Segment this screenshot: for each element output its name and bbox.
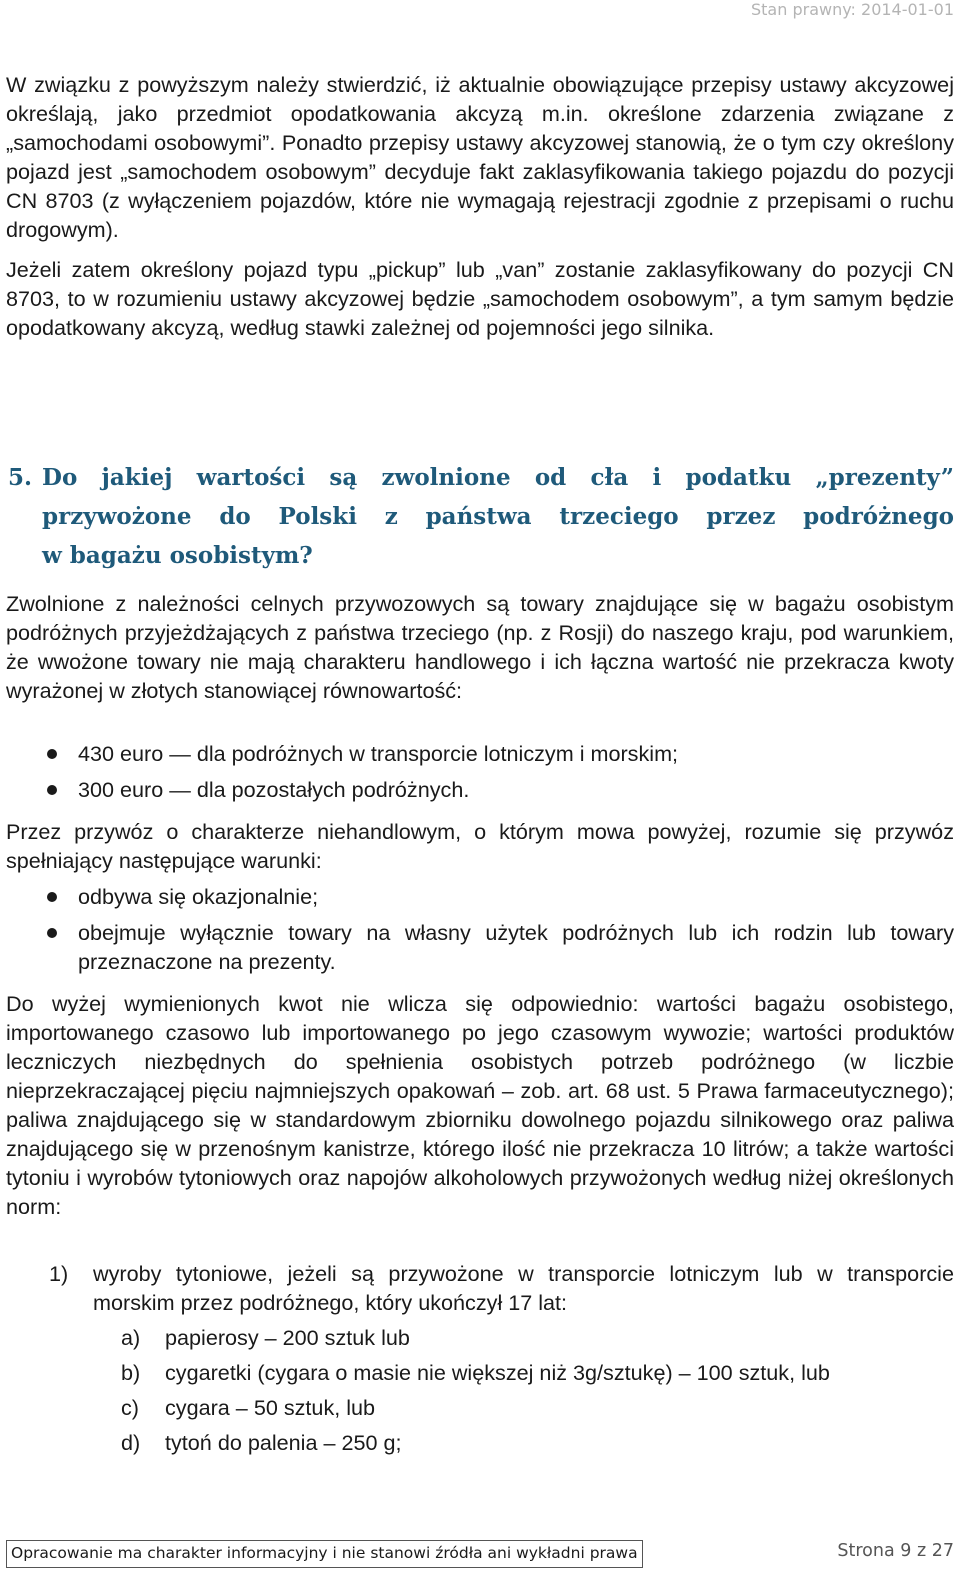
list-marker: b) <box>121 1360 141 1385</box>
heading-line-3: w bagażu osobistym? <box>42 542 313 569</box>
section-number: 5. <box>8 464 33 491</box>
legal-status-header: Stan prawny: 2014-01-01 <box>751 0 954 19</box>
list-item: 300 euro — dla pozostałych podróżnych. <box>0 775 954 804</box>
tobacco-sublist <box>0 1320 954 1460</box>
paragraph-5: Do wyżej wymienionych kwot nie wlicza się odpowiednio: wartości bagażu osobistego, importowanego czasowo lub importowanego po jego czasowym wywozie; wartości produktów leczniczych niezbędnych do spełnienia osobistych potrzeb podróżnego (w liczbie nieprzekraczającej pięciu najmniejszych opakowań – zob. art. 68 ust. 5 Prawa farmaceutycznego); paliwa znajdującego się w standardowym zbiorniku dowolnego pojazdu silnikowego oraz paliwa znajdującego się w przenośnym kanistrze, którego ilość nie przekracza 10 litrów; a także wartości tytoniu i wyrobów tytoniowych oraz napojów alkoholowych przywożonych według niżej określonych norm: <box>6 991 954 1219</box>
bullet-icon <box>47 785 57 795</box>
paragraph-1: W związku z powyższym należy stwierdzić, iż aktualnie obowiązujące przepisy ustawy akcyzowej określają, jako przedmiot opodatkowania akcyzą m.in. określone zdarzenia związane z „samochodami osobowymi”. Ponadto przepisy ustawy akcyzowej stanowią, że o tym czy określony pojazd jest „samochodem osobowym” decyduje fakt zaklasyfikowania takiego pojazdu do pozycji CN 8703 (z wyłączeniem pojazdów, które nie wymagają rejestracji zgodnie z przepisami o ruchu drogowym). <box>6 72 954 242</box>
paragraph-3: Zwolnione z należności celnych przywozowych są towary znajdujące się w bagażu osobistym podróżnych przyjeżdżających z państwa trzeciego (np. z Rosji) do naszego kraju, pod warunkiem, że wwożone towary nie mają charakteru handlowego i ich łączna wartość nie przekracza kwoty wyrażonej w złotych stanowiącej równowartość: <box>6 591 954 703</box>
bullet-icon <box>47 749 57 759</box>
list-item: c) cygara – 50 sztuk, lub <box>0 1390 954 1425</box>
list-item: a) papierosy – 200 sztuk lub <box>0 1320 954 1355</box>
list-marker: d) <box>121 1430 141 1455</box>
list-marker: c) <box>121 1395 139 1420</box>
heading-line-1: Do jakiej wartości są zwolnione od cła i podatku „prezenty” <box>42 464 954 491</box>
paragraph-2: Jeżeli zatem określony pojazd typu „pickup” lub „van” zostanie zaklasyfikowany do pozycji CN 8703, to w rozumieniu ustawy akcyzowej będzie „samochodem osobowym”, a tym samym będzie opodatkowany akcyzą, według stawki zależnej od pojemności jego silnika. <box>6 257 954 340</box>
amount-list <box>0 739 954 804</box>
bullet-icon <box>47 928 57 938</box>
page-number: Strona 9 z 27 <box>837 1541 954 1561</box>
list-item: d) tytoń do palenia – 250 g; <box>0 1425 954 1460</box>
bullet-icon <box>47 892 57 902</box>
section-heading <box>8 458 954 575</box>
list-item: b) cygaretki (cygara o masie nie większej niż 3g/sztukę) – 100 sztuk, lub <box>0 1355 954 1390</box>
paragraph-4: Przez przywóz o charakterze niehandlowym, o którym mowa powyżej, rozumie się przywóz spełniający następujące warunki: <box>6 819 954 873</box>
footer-disclaimer: Opracowanie ma charakter informacyjny i nie stanowi źródła ani wykładni prawa <box>6 1540 643 1568</box>
conditions-list <box>0 882 954 976</box>
heading-line-2: przywożone do Polski z państwa trzeciego przez podróżnego <box>42 503 954 530</box>
list-marker: 1) <box>49 1261 69 1286</box>
numbered-list <box>0 1259 954 1317</box>
list-marker: a) <box>121 1325 141 1350</box>
list-item: 430 euro — dla podróżnych w transporcie lotniczym i morskim; <box>0 739 954 768</box>
list-item: 1) wyroby tytoniowe, jeżeli są przywożone w transporcie lotniczym lub w transporcie morskim przez podróżnego, który ukończył 17 lat: <box>49 1261 954 1315</box>
list-item: odbywa się okazjonalnie; <box>0 882 954 911</box>
list-item: obejmuje wyłącznie towary na własny użytek podróżnych lub ich rodzin lub towary przeznaczone na prezenty. <box>0 918 954 976</box>
